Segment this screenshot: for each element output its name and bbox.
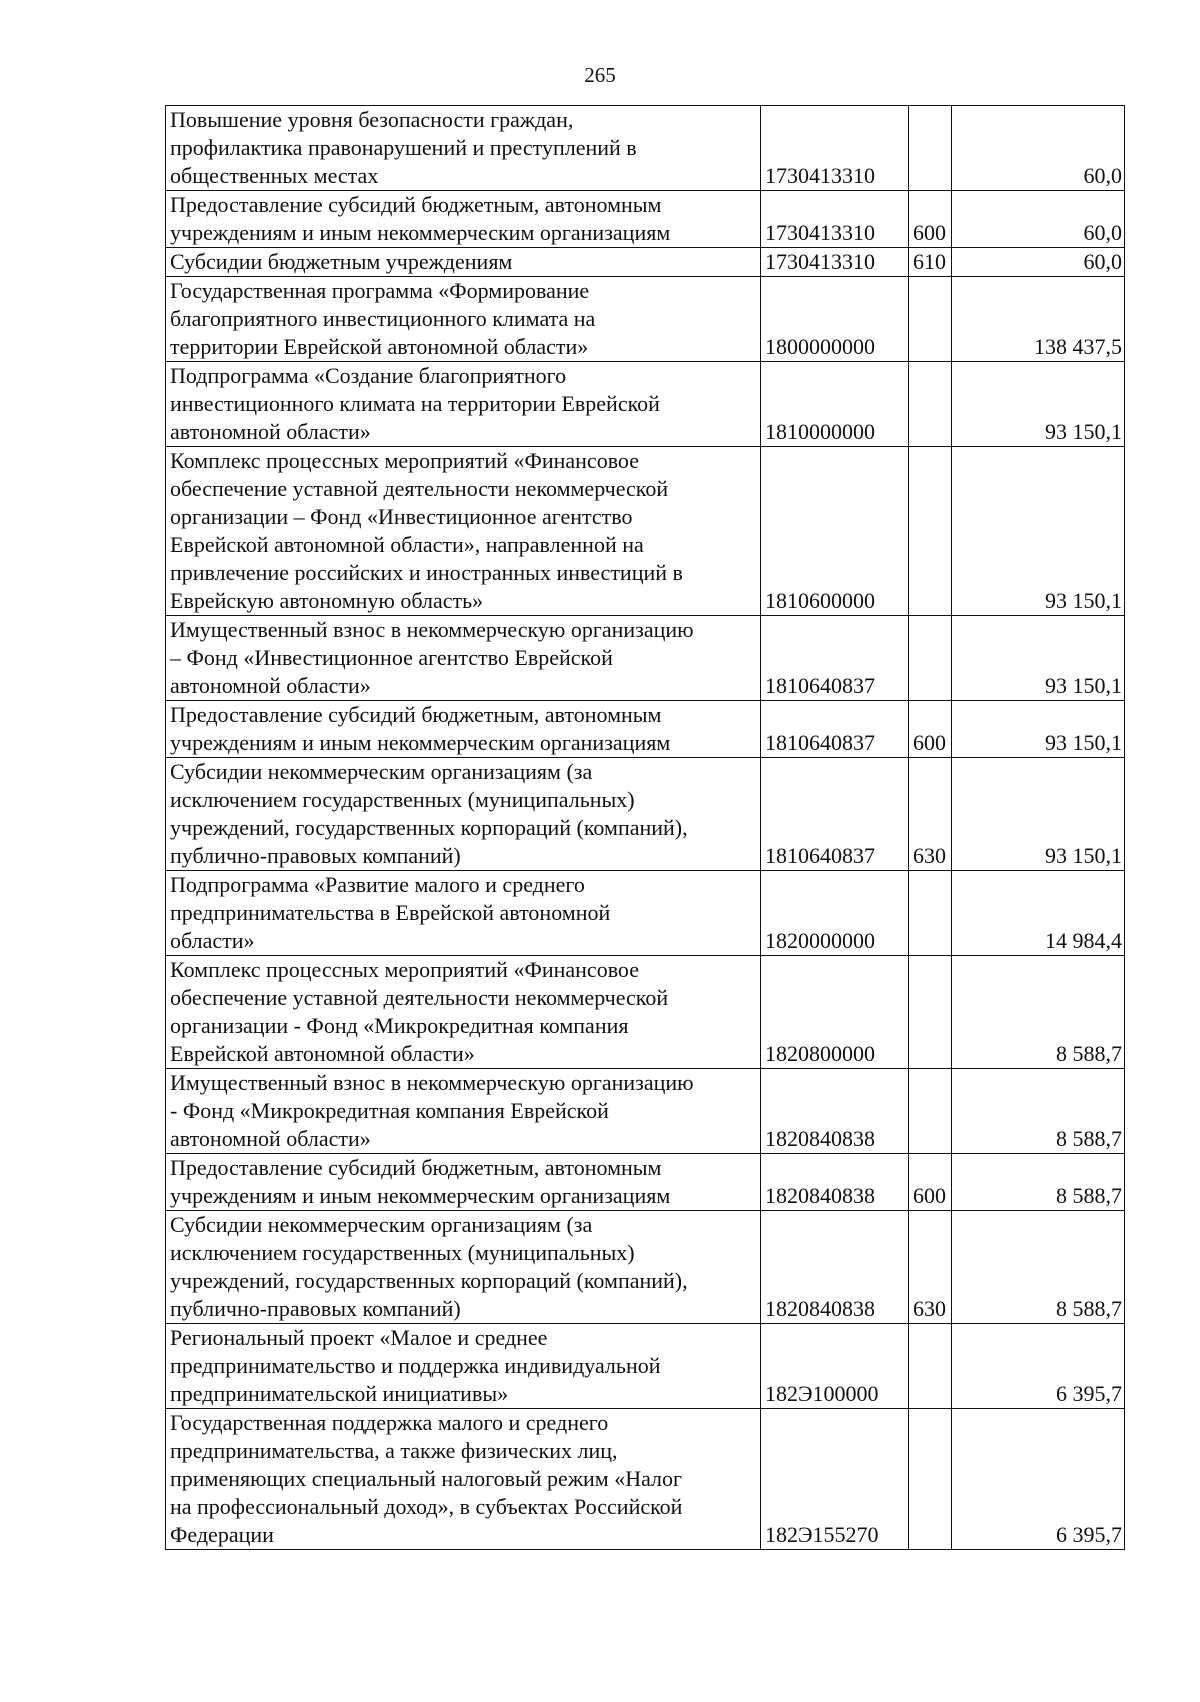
- row-name: Предоставление субсидий бюджетным, автономным учреждениям и иным некоммерческим организациям: [166, 1154, 761, 1211]
- page-number: 265: [584, 63, 616, 87]
- row-sum: 93 150,1: [952, 616, 1125, 701]
- row-code: 1820840838: [761, 1154, 909, 1211]
- row-code: 1820800000: [761, 956, 909, 1069]
- table-row: [166, 1069, 1125, 1154]
- row-sum: 93 150,1: [952, 758, 1125, 871]
- row-code: 182Э155270: [761, 1409, 909, 1550]
- row-name: Субсидии бюджетным учреждениям: [166, 248, 761, 277]
- row-name: Предоставление субсидий бюджетным, автономным учреждениям и иным некоммерческим организациям: [166, 191, 761, 248]
- row-type: [909, 956, 952, 1069]
- row-sum: 8 588,7: [952, 1069, 1125, 1154]
- row-code: 1810600000: [761, 447, 909, 616]
- table-row: [166, 248, 1125, 277]
- row-name: Государственная поддержка малого и среднего предпринимательства, а также физических лиц, применяющих специальный налоговый режим «Налог на профессиональный доход», в субъектах Российской Федерации: [166, 1409, 761, 1550]
- row-type: 600: [909, 1154, 952, 1211]
- table-row: [166, 277, 1125, 362]
- row-sum: 60,0: [952, 191, 1125, 248]
- table-row: [166, 447, 1125, 616]
- table-row: [166, 1154, 1125, 1211]
- table-row: [166, 1211, 1125, 1324]
- row-type: [909, 871, 952, 956]
- row-type: 600: [909, 191, 952, 248]
- row-sum: 60,0: [952, 106, 1125, 191]
- table-row: [166, 1409, 1125, 1550]
- table-row: [166, 616, 1125, 701]
- row-code: 1810640837: [761, 701, 909, 758]
- row-sum: 8 588,7: [952, 956, 1125, 1069]
- row-code: 1820840838: [761, 1211, 909, 1324]
- row-code: 1800000000: [761, 277, 909, 362]
- row-type: 600: [909, 701, 952, 758]
- table-row: [166, 701, 1125, 758]
- row-code: 1820000000: [761, 871, 909, 956]
- row-sum: 14 984,4: [952, 871, 1125, 956]
- row-name: Субсидии некоммерческим организациям (за исключением государственных (муниципальных) учреждений, государственных корпораций (компаний), публично-правовых компаний): [166, 758, 761, 871]
- table-row: [166, 956, 1125, 1069]
- row-code: 1820840838: [761, 1069, 909, 1154]
- table-row: [166, 106, 1125, 191]
- row-name: Региональный проект «Малое и среднее предпринимательство и поддержка индивидуальной предпринимательской инициативы»: [166, 1324, 761, 1409]
- row-name: Государственная программа «Формирование благоприятного инвестиционного климата на территории Еврейской автономной области»: [166, 277, 761, 362]
- row-type: [909, 1409, 952, 1550]
- row-code: 1810640837: [761, 758, 909, 871]
- budget-table: [165, 105, 1125, 1550]
- row-type: [909, 1069, 952, 1154]
- row-sum: 8 588,7: [952, 1154, 1125, 1211]
- row-type: [909, 277, 952, 362]
- row-sum: 6 395,7: [952, 1409, 1125, 1550]
- row-name: Имущественный взнос в некоммерческую организацию – Фонд «Инвестиционное агентство Еврейской автономной области»: [166, 616, 761, 701]
- row-type: [909, 1324, 952, 1409]
- row-name: Имущественный взнос в некоммерческую организацию - Фонд «Микрокредитная компания Еврейской автономной области»: [166, 1069, 761, 1154]
- row-type: [909, 616, 952, 701]
- row-type: 610: [909, 248, 952, 277]
- row-type: 630: [909, 1211, 952, 1324]
- row-code: 1730413310: [761, 106, 909, 191]
- row-sum: 6 395,7: [952, 1324, 1125, 1409]
- table-row: [166, 871, 1125, 956]
- row-sum: 138 437,5: [952, 277, 1125, 362]
- row-code: 1810000000: [761, 362, 909, 447]
- row-name: Подпрограмма «Создание благоприятного инвестиционного климата на территории Еврейской автономной области»: [166, 362, 761, 447]
- row-name: Повышение уровня безопасности граждан, профилактика правонарушений и преступлений в общественных местах: [166, 106, 761, 191]
- row-name: Комплекс процессных мероприятий «Финансовое обеспечение уставной деятельности некоммерческой организации - Фонд «Микрокредитная компания Еврейской автономной области»: [166, 956, 761, 1069]
- row-type: 630: [909, 758, 952, 871]
- row-sum: 60,0: [952, 248, 1125, 277]
- row-code: 1730413310: [761, 191, 909, 248]
- row-name: Комплекс процессных мероприятий «Финансовое обеспечение уставной деятельности некоммерческой организации – Фонд «Инвестиционное агентство Еврейской автономной области», направленной на привлечение российских и иностранных инвестиций в Еврейскую автономную область»: [166, 447, 761, 616]
- row-name: Предоставление субсидий бюджетным, автономным учреждениям и иным некоммерческим организациям: [166, 701, 761, 758]
- table-row: [166, 191, 1125, 248]
- row-sum: 93 150,1: [952, 701, 1125, 758]
- row-sum: 93 150,1: [952, 362, 1125, 447]
- row-code: 1810640837: [761, 616, 909, 701]
- row-sum: 93 150,1: [952, 447, 1125, 616]
- table-row: [166, 1324, 1125, 1409]
- table-row: [166, 758, 1125, 871]
- row-name: Подпрограмма «Развитие малого и среднего предпринимательства в Еврейской автономной области»: [166, 871, 761, 956]
- table-row: [166, 362, 1125, 447]
- row-name: Субсидии некоммерческим организациям (за исключением государственных (муниципальных) учреждений, государственных корпораций (компаний), публично-правовых компаний): [166, 1211, 761, 1324]
- row-code: 1730413310: [761, 248, 909, 277]
- row-code: 182Э100000: [761, 1324, 909, 1409]
- row-sum: 8 588,7: [952, 1211, 1125, 1324]
- row-type: [909, 447, 952, 616]
- row-type: [909, 106, 952, 191]
- row-type: [909, 362, 952, 447]
- budget-table-body: [166, 106, 1125, 1550]
